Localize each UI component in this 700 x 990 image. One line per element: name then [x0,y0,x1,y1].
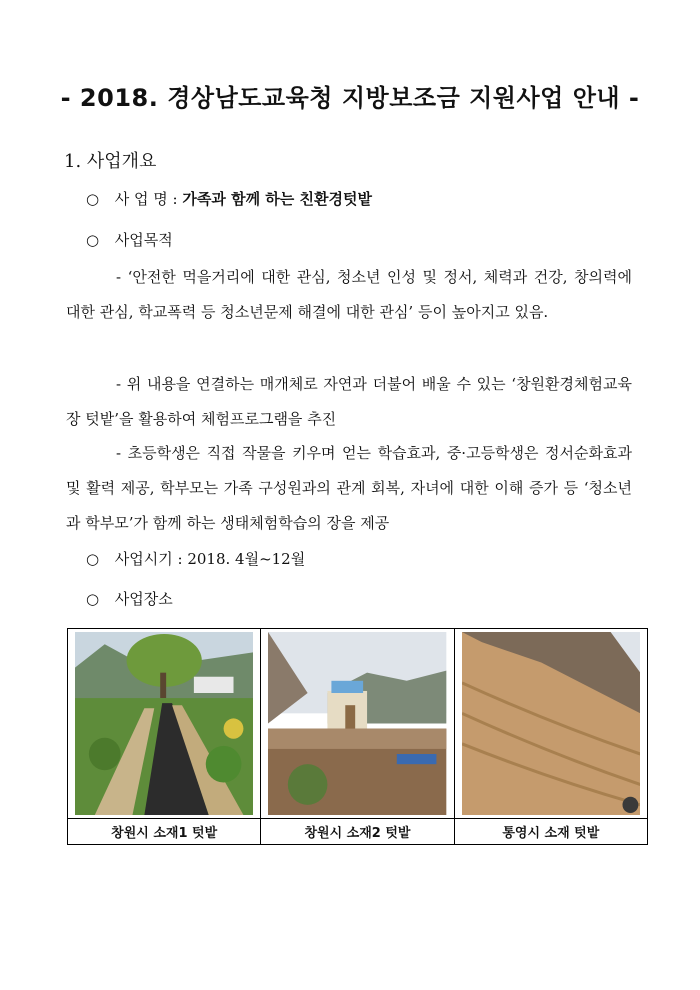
photo-caption-2: 창원시 소재2 텃밭 [261,819,454,844]
garden-photo-2 [268,632,446,815]
photo-cell-3 [455,629,647,818]
section-heading: 1. 사업개요 [64,151,157,172]
bullet-project-name [86,188,372,209]
photo-cell-2 [261,629,454,818]
purpose-paragraph-1 [66,260,632,330]
photo-cell-1 [68,629,261,818]
garden-photo-1 [75,632,253,815]
purpose-paragraph-3 [66,436,632,541]
project-name-label: 사 업 명 : [114,190,178,208]
photo-table [67,628,648,845]
purpose-text-3: - 초등학생은 직접 작물을 키우며 얻는 학습효과, 중·고등학생은 정서순화효과 및 활력 제공, 학부모는 가족 구성원과의 관계 회복, 자녀에 대한 이해 증가 등 ‘청소년과 학부모’가 함께 하는 생태체험학습의 장을 제공 [66,444,632,532]
bullet-mark: ○ [86,231,100,249]
bullet-location [86,588,173,609]
bullet-period [86,548,305,569]
bullet-mark: ○ [86,590,100,608]
purpose-text-2: - 위 내용을 연결하는 매개체로 자연과 더불어 배울 수 있는 ‘창원환경체험교육장 텃밭’을 활용하여 체험프로그램을 추진 [66,375,632,428]
project-name-value: 가족과 함께 하는 친환경텃밭 [182,190,372,208]
bullet-mark: ○ [86,550,100,568]
bullet-purpose [86,229,173,250]
purpose-text-1: - ‘안전한 먹을거리에 대한 관심, 청소년 인성 및 정서, 체력과 건강, 창의력에 대한 관심, 학교폭력 등 청소년문제 해결에 대한 관심’ 등이 높아지고 있음. [66,268,632,321]
photo-caption-3: 통영시 소재 텃밭 [502,826,600,841]
purpose-paragraph-2 [66,367,632,437]
page-title: - 2018. 경상남도교육청 지방보조금 지원사업 안내 - [60,84,640,112]
purpose-label: 사업목적 [114,231,173,249]
photo-caption-1: 창원시 소재1 텃밭 [68,819,261,844]
period-text: 사업시기 : 2018. 4월~12월 [114,550,306,568]
garden-photo-3 [462,632,640,815]
location-label: 사업장소 [114,590,173,608]
bullet-mark: ○ [86,190,100,208]
